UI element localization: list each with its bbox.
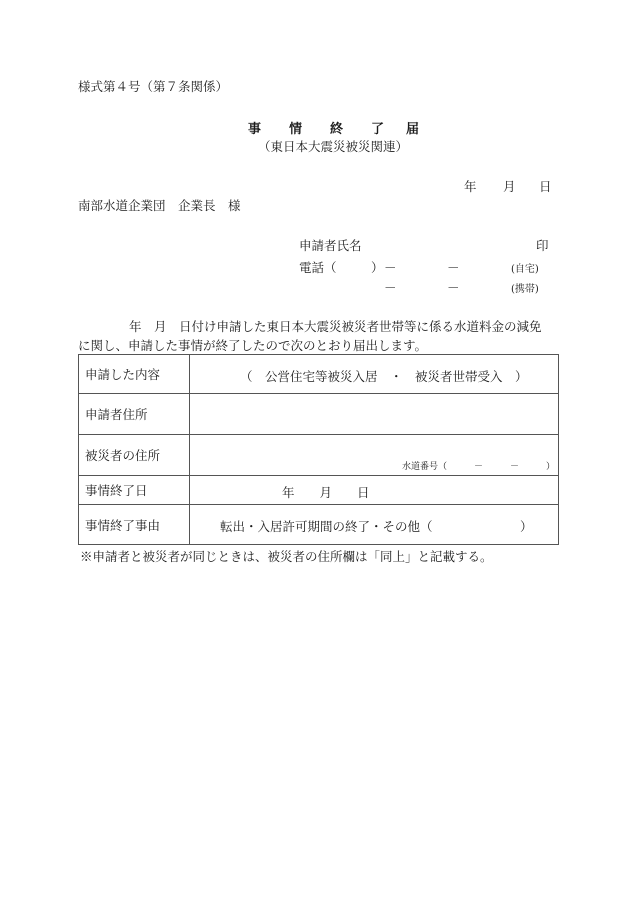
document-title: [0, 118, 630, 136]
water-number-field: 水道番号（ － － ）: [402, 462, 556, 472]
form-number: 様式第４号（第７条関係）: [78, 79, 229, 94]
title-char: 届: [406, 122, 420, 137]
title-char: 終: [330, 122, 344, 137]
phone-label: 電話（: [299, 260, 337, 275]
row-label: 事情終了日: [79, 476, 190, 505]
victim-address-field[interactable]: [190, 435, 559, 476]
home-label: (自宅): [511, 264, 539, 275]
document-subtitle: （東日本大震災被災関連）: [258, 139, 409, 154]
table-row: [79, 505, 559, 545]
end-date-template: 年 月 日: [282, 485, 370, 500]
seal-mark: 印: [536, 238, 549, 253]
title-char: 情: [289, 122, 303, 137]
row-label: 被災者の住所: [79, 435, 190, 476]
body-text-line1: 年 月 日付け申請した東日本大震災被災者世帯等に係る水道料金の減免: [129, 319, 542, 334]
applicant-address-field[interactable]: [190, 394, 559, 435]
end-reason-options: 転出・入居許可期間の終了・その他（ ）: [220, 519, 533, 534]
date-day: 日: [539, 179, 552, 194]
title-char: 了: [371, 122, 385, 137]
application-content-cell[interactable]: [190, 355, 559, 394]
title-char: 事: [248, 122, 262, 137]
date-month: 月: [503, 179, 516, 194]
table-row: [79, 355, 559, 394]
addressee: 南部水道企業団 企業長 様: [78, 198, 241, 213]
notification-table: [78, 354, 559, 545]
body-text-line2: に関し、申請した事情が終了したので次のとおり届出します。: [78, 338, 428, 353]
mobile-label: (携帯): [511, 284, 539, 295]
end-date-field[interactable]: [190, 476, 559, 505]
mobile-dash: －: [384, 280, 397, 295]
phone-dash: －: [384, 260, 397, 275]
end-reason-field[interactable]: [190, 505, 559, 545]
applicant-name-label: 申請者氏名: [299, 238, 362, 253]
row-label: 事情終了事由: [79, 505, 190, 545]
table-row: [79, 476, 559, 505]
table-row: [79, 394, 559, 435]
date-year: 年: [464, 179, 477, 194]
phone-paren-close: ）: [371, 260, 384, 275]
mobile-dash: －: [447, 280, 460, 295]
table-row: [79, 435, 559, 476]
phone-dash: －: [447, 260, 460, 275]
application-content-options: （ 公営住宅等被災入居 ・ 被災者世帯受入 ）: [240, 369, 528, 384]
row-label: 申請した内容: [79, 355, 190, 394]
row-label: 申請者住所: [79, 394, 190, 435]
footnote: ※申請者と被災者が同じときは、被災者の住所欄は「同上」と記載する。: [80, 549, 493, 564]
